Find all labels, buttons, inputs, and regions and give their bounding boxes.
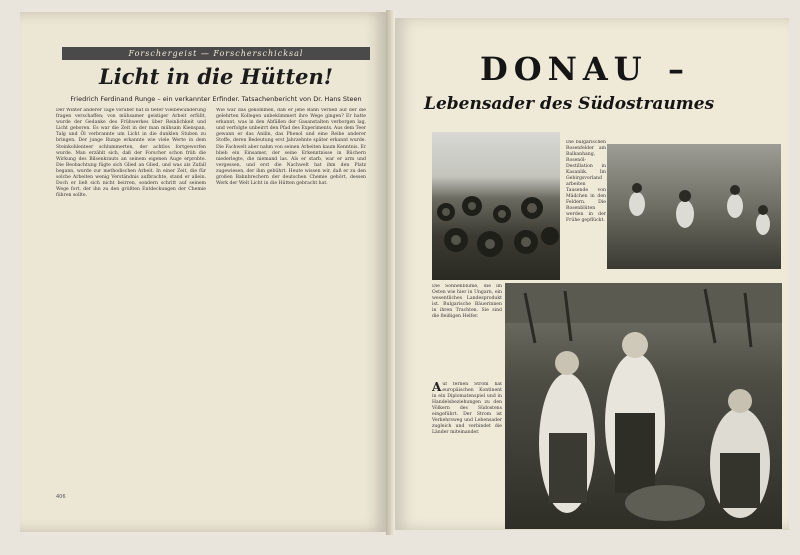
feature-title-dash: – — [668, 50, 684, 88]
rose-harvest-photo — [607, 144, 781, 269]
page-gutter — [386, 10, 395, 535]
section-banner: Forschergeist — Forscherschicksal — [62, 47, 370, 60]
article-byline: Friedrich Ferdinand Runge – ein verkannter Erfinder. Tatsachenbericht von Dr. Hans Steen — [70, 95, 362, 103]
article-column-2: Wie war das gekommen, daß er jene Bahn verließ auf der die gelehrten Kollegen unbekümmert ihre Wege gingen? Er hatte erkannt, was in den Abfällen der Gasanstalten verborgen lag, und verfolgte unbeirrt den Pfad des Experiments. Aus dem Teer gewann er das Anilin, das Phenol und eine Reihe anderer Stoffe, deren Bedeutung erst Jahrzehnte später erkannt wurde. Die Fachwelt aber nahm von seinen Arbeiten kaum Kenntnis. Er blieb ein Einsamer, der seine Erkenntnisse in Büchern niederlegte, die niemand las. Als er starb, war er arm und vergessen, und erst die Nachwelt hat ihm den Platz zugewiesen, der ihm gebührt. Heute wissen wir, daß er zu den großen Bahnbrechern der deutschen Chemie gehört, dessen Werk der Welt Licht in die Hütten gebracht hat. — [216, 108, 366, 187]
sunflower-field-photo — [432, 132, 560, 280]
feature-title: DONAU — [480, 50, 648, 88]
article-headline: Licht in die Hütten! — [98, 64, 334, 89]
page-number: 406 — [56, 494, 66, 500]
article-column-1: Der Winter anderer Tage vorüber hat in tiefer Vielbewunderung fragen verschaffen; von mühsamer geistiger Arbeit erfüllt, wurde der Gedanke des Frühwerkes über Reinlichkeit und Licht geboren. Es war die Zeit in der man mühsam Kienspan, Talg und Öl verbrannte um Licht in die dunklen Stuben zu bringen. Der junge Runge erkannte wie viele Werte in dem Steinkohlenteer schlummerten, der achtlos fortgeworfen wurde. Man erzählt sich, daß der Forscher schon früh die Wirkung des Bilsenkrauts an seinem eigenen Auge erprobte. Die Beobachtung fügte sich Glied an Glied, und was als Zufall begann, wurde zur methodischen Arbeit. In einer Zeit, die für solche Arbeiten wenig Verständnis aufbrachte, stand er allein. Doch er ließ sich nicht beirren, sondern schritt auf seinem Wege fort, der ihn zu den größten Entdeckungen der Chemie führen sollte. — [56, 108, 206, 199]
feature-body-text — [432, 382, 502, 500]
feature-subtitle: Lebensader des Südostraumes — [424, 94, 715, 114]
caption-sunflower: Die Sonnenblume, die im Osten wie hier in Ungarn, ein wesentliches Landesprodukt ist. Bulgarische Bäuerinnen in ihren Trachten. Sie sind die fleißigen Helfer. — [432, 284, 502, 319]
bulgarian-women-photo — [505, 283, 782, 529]
caption-rose-fields: Die bulgarischen Rosenfelder am Balkanhang, Rosenöl-Destillation in Kasanlik. Im Gebirgsvorland arbeiten Tausende von Mädchen in den Feldern. Die Rosenblüten werden in der Frühe gepflückt. — [566, 140, 606, 223]
feature-body-copy: uf fernen Strom hat europäischen Kontinent in ein Diplomatenspiel und in Handelsbeziehungen zu den Völkern des Südostens eingeführt. Der Strom ist Verkehrsweg und Lebensader zugleich und verbindet die Länder miteinander. — [432, 382, 502, 435]
drop-cap: A — [432, 382, 442, 394]
